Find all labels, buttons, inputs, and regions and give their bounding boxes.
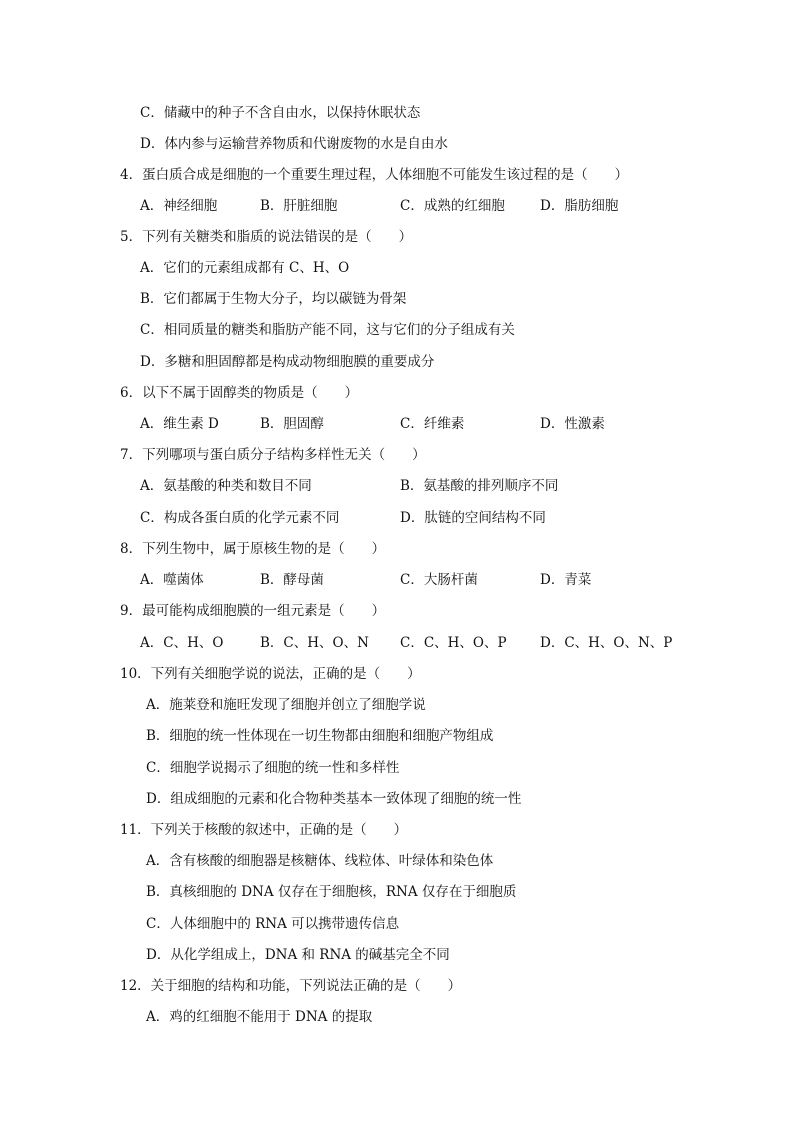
q7-option-c: C．构成各蛋白质的化学元素不同 — [140, 510, 340, 526]
q8-option-b: B．酵母菌 — [260, 572, 324, 588]
question-11: 11．下列关于核酸的叙述中，正确的是（ ） — [120, 822, 408, 838]
q4-option-b: B．肝脏细胞 — [260, 198, 338, 214]
q11-option-c: C．人体细胞中的 RNA 可以携带遗传信息 — [146, 916, 400, 932]
question-7: 7．下列哪项与蛋白质分子结构多样性无关（ ） — [120, 447, 426, 463]
question-10: 10．下列有关细胞学说的说法，正确的是（ ） — [120, 666, 421, 682]
q7-option-a: A．氨基酸的种类和数目不同 — [140, 478, 312, 494]
question-6: 6．以下不属于固醇类的物质是（ ） — [120, 385, 359, 401]
question-4: 4．蛋白质合成是细胞的一个重要生理过程，人体细胞不可能发生该过程的是（ ） — [120, 167, 629, 183]
q5-option-c: C．相同质量的糖类和脂肪产能不同，这与它们的分子组成有关 — [140, 322, 515, 338]
q6-option-b: B．胆固醇 — [260, 416, 324, 432]
q10-option-d: D．组成细胞的元素和化合物种类基本一致体现了细胞的统一性 — [146, 791, 522, 807]
q10-option-b: B．细胞的统一性体现在一切生物都由细胞和细胞产物组成 — [146, 728, 494, 744]
q4-option-d: D．脂肪细胞 — [540, 198, 619, 214]
q10-option-a: A．施莱登和施旺发现了细胞并创立了细胞学说 — [146, 697, 426, 713]
q5-option-b: B．它们都属于生物大分子，均以碳链为骨架 — [140, 291, 407, 307]
question-8: 8．下列生物中，属于原核生物的是（ ） — [120, 541, 386, 557]
q11-option-b: B．真核细胞的 DNA 仅存在于细胞核，RNA 仅存在于细胞质 — [146, 884, 517, 900]
q9-option-a: A．C、H、O — [140, 635, 224, 651]
q5-option-a: A．它们的元素组成都有 C、H、O — [140, 260, 350, 276]
q11-option-d: D．从化学组成上，DNA 和 RNA 的碱基完全不同 — [146, 947, 450, 963]
q9-option-b: B．C、H、O、N — [260, 635, 369, 651]
q8-option-c: C．大肠杆菌 — [400, 572, 478, 588]
q9-option-d: D．C、H、O、N、P — [540, 635, 673, 651]
question-12: 12．关于细胞的结构和功能，下列说法正确的是（ ） — [120, 978, 462, 994]
q8-option-d: D．青菜 — [540, 572, 592, 588]
q4-option-a: A．神经细胞 — [140, 198, 218, 214]
q6-option-d: D．性激素 — [540, 416, 605, 432]
q9-option-c: C．C、H、O、P — [400, 635, 507, 651]
q3-option-c: C．储藏中的种子不含自由水，以保持休眠状态 — [140, 105, 421, 121]
q4-option-c: C．成熟的红细胞 — [400, 198, 505, 214]
q12-option-a: A．鸡的红细胞不能用于 DNA 的提取 — [146, 1009, 373, 1025]
q5-option-d: D．多糖和胆固醇都是构成动物细胞膜的重要成分 — [140, 354, 435, 370]
q8-option-a: A．噬菌体 — [140, 572, 204, 588]
q7-option-b: B．氨基酸的排列顺序不同 — [400, 478, 559, 494]
question-9: 9．最可能构成细胞膜的一组元素是（ ） — [120, 603, 386, 619]
q3-option-d: D．体内参与运输营养物质和代谢废物的水是自由水 — [140, 136, 448, 152]
q6-option-c: C．纤维素 — [400, 416, 465, 432]
question-5: 5．下列有关糖类和脂质的说法错误的是（ ） — [120, 229, 413, 245]
q6-option-a: A．维生素 D — [140, 416, 219, 432]
q10-option-c: C．细胞学说揭示了细胞的统一性和多样性 — [146, 760, 400, 776]
q11-option-a: A．含有核酸的细胞器是核糖体、线粒体、叶绿体和染色体 — [146, 853, 494, 869]
q7-option-d: D．肽链的空间结构不同 — [400, 510, 546, 526]
